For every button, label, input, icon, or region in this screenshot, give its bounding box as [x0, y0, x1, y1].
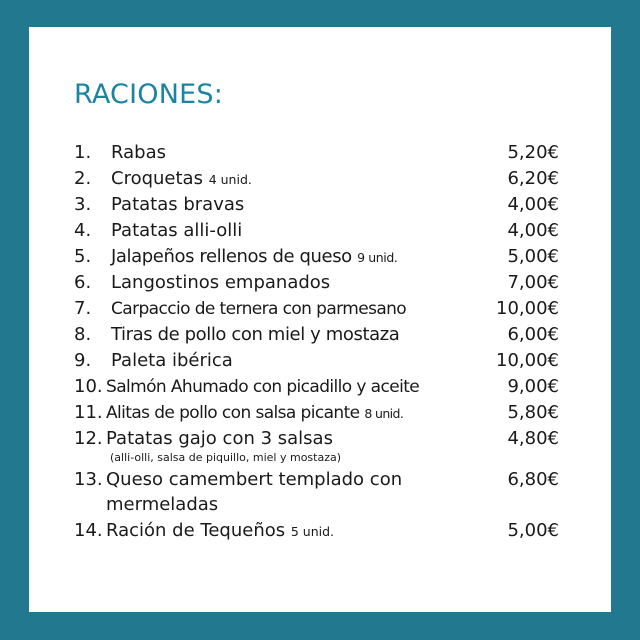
- section-title: RACIONES:: [74, 79, 224, 110]
- item-name: Croquetas 4 unid.: [111, 168, 252, 189]
- item-price: 6,00€: [507, 324, 559, 345]
- item-name: Patatas alli-olli: [111, 220, 243, 241]
- item-name: Jalapeños rellenos de queso 9 unid.: [111, 246, 398, 267]
- item-price: 4,00€: [507, 194, 559, 215]
- item-detail: 4 unid.: [208, 172, 252, 187]
- menu-item: [74, 322, 559, 348]
- item-price: 5,00€: [507, 246, 559, 267]
- item-number: 9.: [74, 350, 92, 371]
- item-name: Tiras de pollo con miel y mostaza: [111, 324, 400, 345]
- item-number: 6.: [74, 272, 92, 293]
- item-name: Patatas bravas: [111, 194, 245, 215]
- item-price: 7,00€: [507, 272, 559, 293]
- item-name: Ración de Tequeños 5 unid.: [106, 520, 335, 541]
- item-number: 5.: [74, 246, 92, 267]
- item-number: 8.: [74, 324, 92, 345]
- item-name: Paleta ibérica: [111, 350, 233, 371]
- menu-card: [29, 27, 611, 612]
- menu-item: [74, 518, 559, 544]
- menu-item: [74, 244, 559, 270]
- item-number: 10.: [74, 376, 103, 397]
- menu-item: [74, 166, 559, 192]
- item-price: 5,80€: [507, 402, 559, 423]
- item-price: 6,20€: [507, 168, 559, 189]
- item-price: 10,00€: [496, 298, 559, 319]
- menu-item: [74, 192, 559, 218]
- item-number: 2.: [74, 168, 92, 189]
- menu-item: [74, 467, 559, 518]
- item-number: 1.: [74, 142, 92, 163]
- item-price: 4,00€: [507, 220, 559, 241]
- item-number: 11.: [74, 402, 103, 423]
- item-price: 5,00€: [507, 520, 559, 541]
- menu-item: [74, 270, 559, 296]
- item-name: Langostinos empanados: [111, 272, 331, 293]
- item-price: 4,80€: [507, 428, 559, 449]
- item-name: Rabas: [111, 142, 166, 163]
- item-number: 12.: [74, 428, 103, 449]
- item-name: Salmón Ahumado con picadillo y aceite: [106, 377, 420, 397]
- item-number: 13.: [74, 469, 103, 490]
- menu-item: [74, 426, 559, 464]
- item-price: 10,00€: [496, 350, 559, 371]
- item-number: 7.: [74, 298, 92, 319]
- item-number: 14.: [74, 520, 103, 541]
- item-price: 9,00€: [507, 376, 559, 397]
- menu-item: [74, 400, 559, 426]
- item-price: 6,80€: [507, 469, 559, 490]
- item-detail: 5 unid.: [290, 524, 335, 539]
- item-number: 3.: [74, 194, 92, 215]
- menu-item: [74, 374, 559, 400]
- item-name: Carpaccio de ternera con parmesano: [111, 299, 407, 319]
- item-name: Patatas gajo con 3 salsas: [106, 428, 333, 449]
- menu-item: [74, 296, 559, 322]
- menu-item: [74, 140, 559, 166]
- item-name: Alitas de pollo con salsa picante 8 unid.: [106, 403, 404, 423]
- menu-item: [74, 218, 559, 244]
- item-price: 5,20€: [507, 142, 559, 163]
- menu-item: [74, 348, 559, 374]
- item-detail: 9 unid.: [357, 250, 398, 265]
- item-detail: 8 unid.: [364, 406, 404, 421]
- item-number: 4.: [74, 220, 92, 241]
- item-note: (alli-olli, salsa de piquillo, miel y mostaza): [110, 451, 342, 464]
- menu-list: [74, 140, 559, 544]
- item-name: Queso camembert templado con mermeladas: [106, 469, 403, 515]
